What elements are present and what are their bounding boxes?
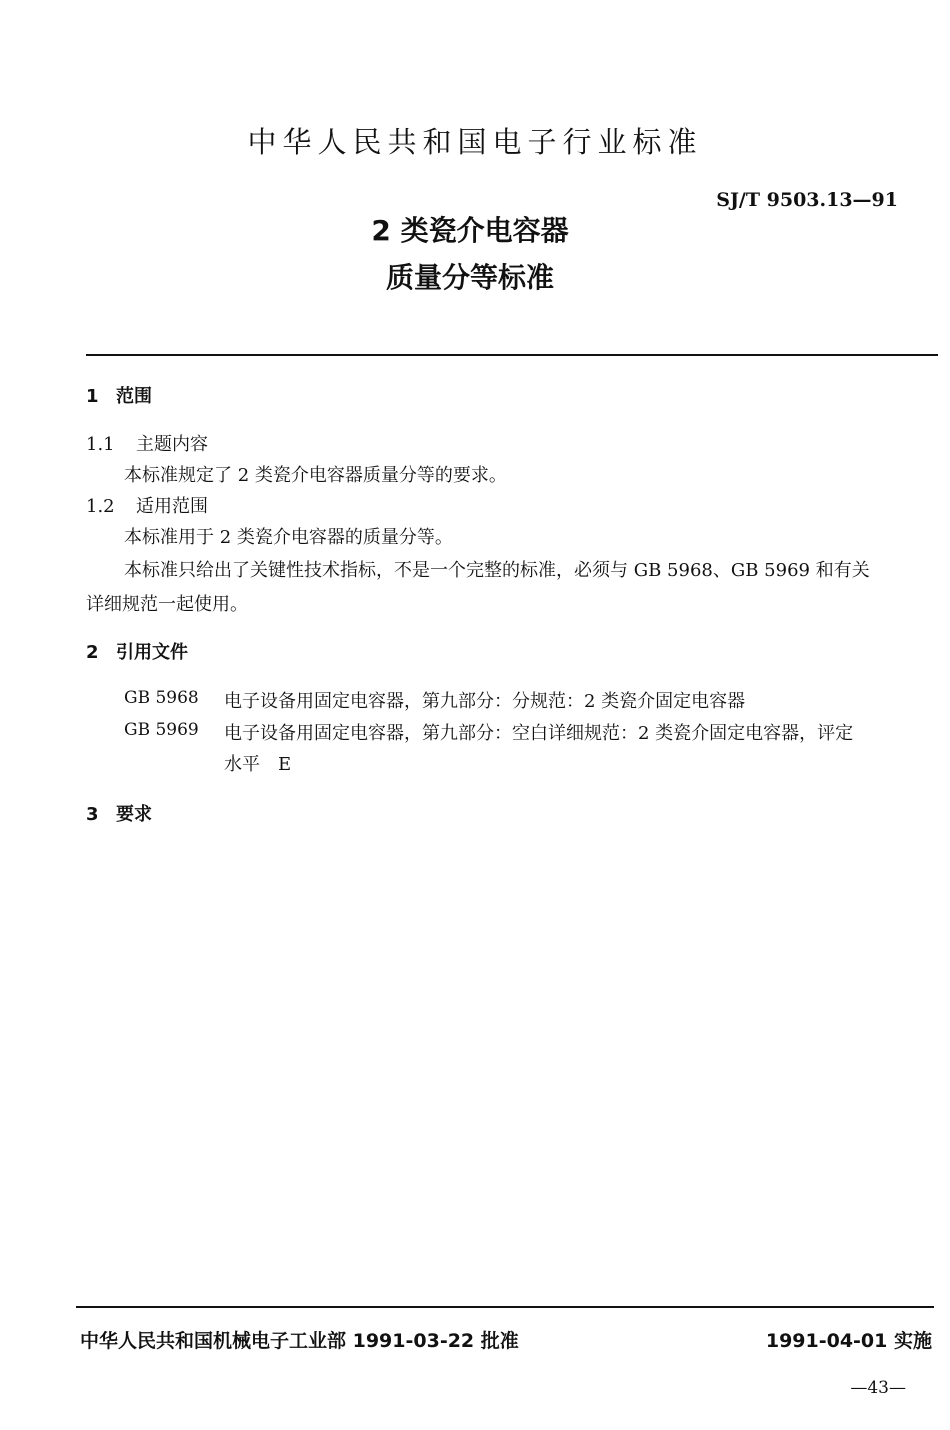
reference-2-code: GB 5969: [124, 720, 199, 740]
section-1-2-heading: [86, 492, 208, 518]
section-2-title: 引用文件: [116, 642, 188, 663]
reference-1-text: 电子设备用固定电容器，第九部分：分规范：2 类瓷介固定电容器: [224, 691, 746, 712]
section-1-heading: [86, 382, 152, 408]
section-1-2-text2-line1: 本标准只给出了关键性技术指标，不是一个完整的标准，必须与 GB 5968、GB 5969 和有关: [124, 560, 870, 581]
section-3-title: 要求: [116, 804, 152, 825]
section-1-2-text1: 本标准用于 2 类瓷介电容器的质量分等。: [124, 527, 453, 548]
section-1-1-text: 本标准规定了 2 类瓷介电容器质量分等的要求。: [124, 465, 507, 486]
standard-code: SJ/T 9503.13—91: [716, 189, 898, 211]
section-2-number: 2: [86, 642, 99, 663]
effective-date: 1991-04-01 实施: [765, 1330, 932, 1352]
section-1-1-heading: [86, 430, 208, 456]
standard-type-heading: 中华人民共和国电子行业标准: [247, 125, 703, 159]
section-3-number: 3: [86, 804, 99, 825]
section-2-heading: [86, 638, 188, 664]
issuer-approval: 中华人民共和国机械电子工业部 1991-03-22 批准: [80, 1330, 519, 1352]
document-title-line1: 2 类瓷介电容器: [371, 214, 569, 247]
section-1-1-number: 1.1: [86, 434, 115, 455]
document-title-line2: 质量分等标准: [385, 261, 554, 294]
footer-divider: [76, 1306, 934, 1308]
section-1-2-title: 适用范围: [136, 496, 208, 517]
reference-1-code: GB 5968: [124, 688, 199, 708]
reference-2-text-line1: 电子设备用固定电容器，第九部分：空白详细规范：2 类瓷介固定电容器，评定: [224, 723, 854, 744]
section-1-title: 范围: [116, 386, 152, 407]
header-divider: [86, 354, 938, 356]
reference-2-text-line2: 水平 E: [224, 754, 292, 775]
page-number: —43—: [850, 1378, 906, 1398]
section-1-2-number: 1.2: [86, 496, 115, 517]
section-1-2-text2-line2: 详细规范一起使用。: [86, 594, 248, 615]
section-1-1-title: 主题内容: [136, 434, 208, 455]
section-3-heading: [86, 800, 152, 826]
section-1-number: 1: [86, 386, 99, 407]
